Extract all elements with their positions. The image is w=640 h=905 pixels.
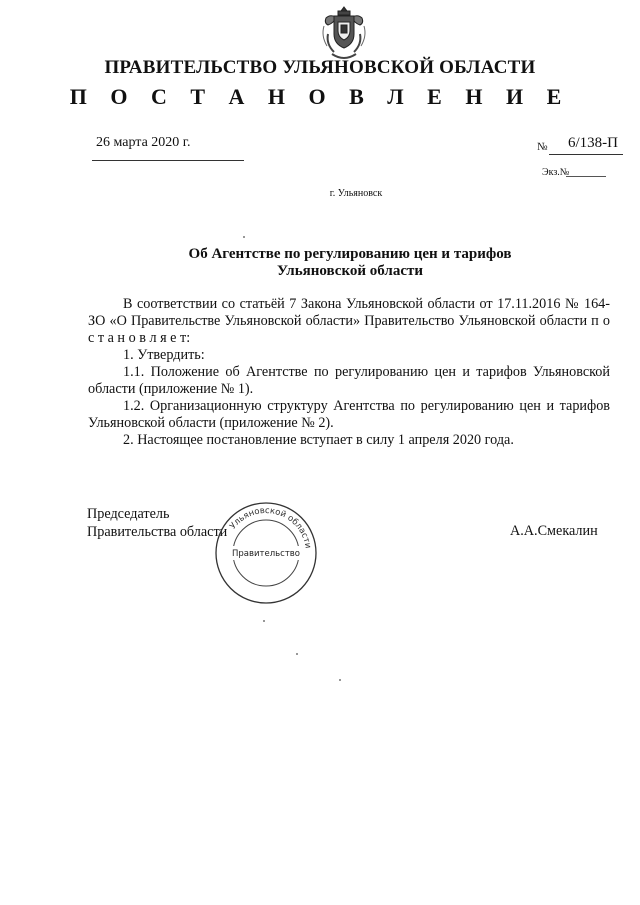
document-number: 6/138-П — [568, 135, 618, 151]
signatory-title-line: Правительства области — [87, 524, 228, 540]
svg-text:Правительство: Правительство — [232, 549, 300, 559]
coat-of-arms-icon — [318, 4, 370, 62]
number-underline — [549, 154, 623, 155]
document-subject — [150, 246, 550, 280]
scan-speck — [339, 679, 341, 681]
signatory-name: А.А.Смекалин — [510, 523, 598, 539]
city: г. Ульяновск — [329, 188, 383, 199]
number-label: № — [537, 141, 548, 153]
copy-number-underline — [566, 176, 606, 177]
svg-text:Ульяновской области: Ульяновской области — [228, 505, 313, 550]
document-date: 26 марта 2020 г. — [96, 135, 191, 150]
signatory-title — [87, 505, 227, 541]
body-item: 1.2. Организационную структуру Агентства по регулированию цен и тарифов Ульяновской области (приложение № 2). — [88, 398, 610, 431]
organization-title: ПРАВИТЕЛЬСТВО УЛЬЯНОВСКОЙ ОБЛАСТИ — [104, 57, 536, 78]
copy-number-label: Экз.№ — [542, 167, 570, 178]
body-item: 1. Утвердить: — [123, 347, 205, 363]
seal-stamp — [213, 500, 319, 606]
subject-line: Об Агентстве по регулированию цен и тарифов — [188, 246, 512, 262]
date-underline — [92, 160, 244, 161]
body-item: 2. Настоящее постановление вступает в силу 1 апреля 2020 года. — [123, 432, 514, 448]
signatory-title-line: Председатель — [87, 506, 170, 522]
scan-speck — [263, 620, 265, 622]
document-body — [88, 296, 610, 449]
preamble-paragraph: В соответствии со статьёй 7 Закона Ульяновской области от 17.11.2016 № 164-ЗО «О Правительстве Ульяновской области» Правительство Ульяновской области п о с т а н о в л я е т: — [88, 296, 610, 346]
scan-speck — [296, 653, 298, 655]
body-item: 1.1. Положение об Агентстве по регулированию цен и тарифов Ульяновской области (приложение № 1). — [88, 364, 610, 397]
subject-line: Ульяновской области — [276, 263, 424, 279]
document-type: П О С Т А Н О В Л Е Н И Е — [69, 84, 571, 109]
scan-speck — [243, 236, 245, 238]
